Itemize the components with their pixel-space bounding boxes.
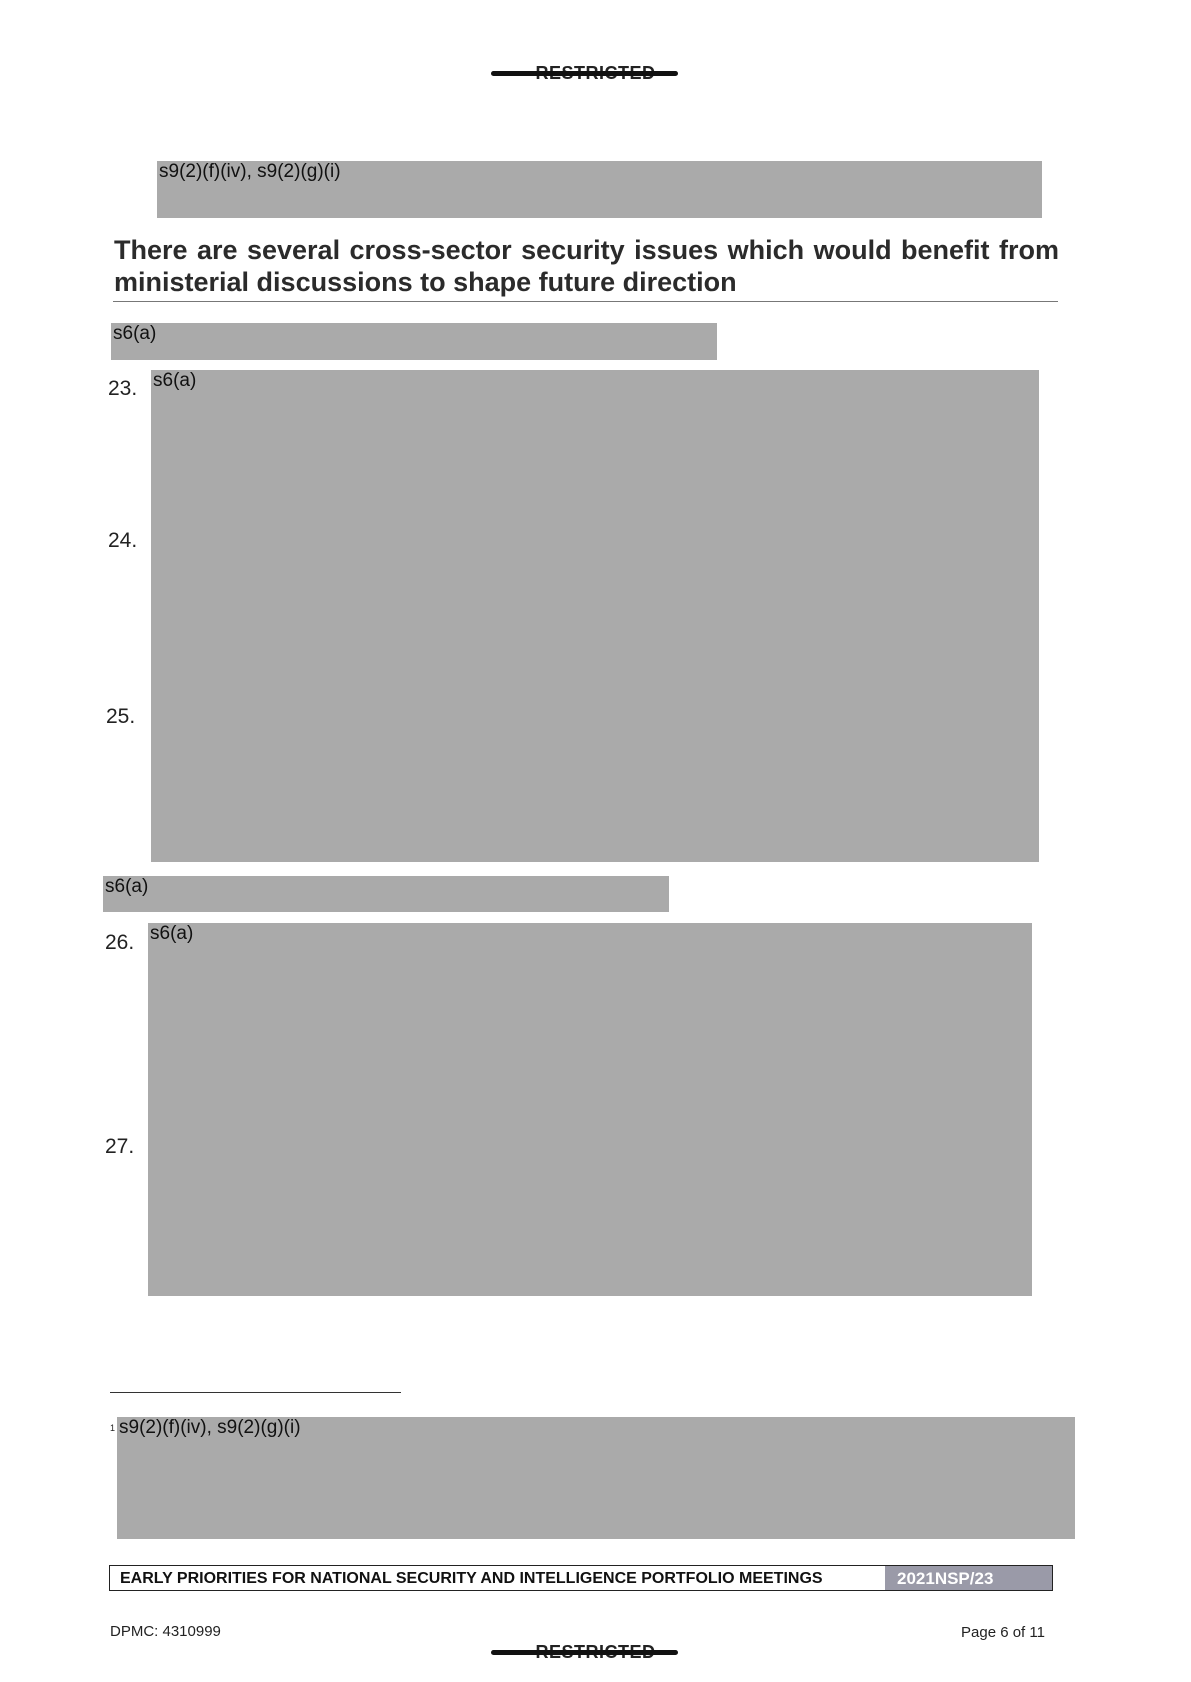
footnote-marker: 1: [110, 1423, 116, 1433]
footer-title: EARLY PRIORITIES FOR NATIONAL SECURITY AND INTELLIGENCE PORTFOLIO MEETINGS: [120, 1570, 823, 1587]
section-heading: There are several cross-sector security issues which would benefit from ministerial discussions to shape future direction: [114, 235, 1059, 297]
redaction-label: s6(a): [153, 370, 197, 391]
redaction-block-top: [157, 161, 1042, 218]
paragraph-number: 27.: [105, 1135, 135, 1158]
footnote-separator: [110, 1392, 401, 1393]
classification-footer: [0, 1642, 1191, 1663]
redaction-label: s6(a): [105, 876, 149, 897]
redaction-label: s6(a): [113, 323, 157, 344]
footer-title-box: [109, 1565, 1053, 1591]
paragraph-number: 24.: [108, 529, 138, 552]
heading-rule: [113, 301, 1058, 302]
paragraph-number: 23.: [108, 377, 138, 400]
redaction-block-1: [151, 370, 1039, 862]
footer-reference: 2021NSP/23: [885, 1566, 1052, 1590]
paragraph-number: 26.: [105, 931, 135, 954]
redaction-label: s9(2)(f)(iv), s9(2)(g)(i): [159, 161, 341, 182]
redaction-label: s6(a): [150, 923, 194, 944]
page-number: Page 6 of 11: [961, 1624, 1045, 1641]
redaction-subheading-2: [103, 876, 669, 912]
paragraph-number: 25.: [106, 705, 136, 728]
redaction-footnote: [117, 1417, 1075, 1539]
redaction-label: s9(2)(f)(iv), s9(2)(g)(i): [119, 1417, 301, 1438]
redaction-subheading-1: [111, 323, 717, 360]
classification-header: [0, 63, 1191, 84]
document-id: DPMC: 4310999: [110, 1623, 221, 1640]
strikethrough-line: [491, 71, 677, 76]
strikethrough-line: [491, 1650, 677, 1655]
redaction-block-2: [148, 923, 1032, 1296]
